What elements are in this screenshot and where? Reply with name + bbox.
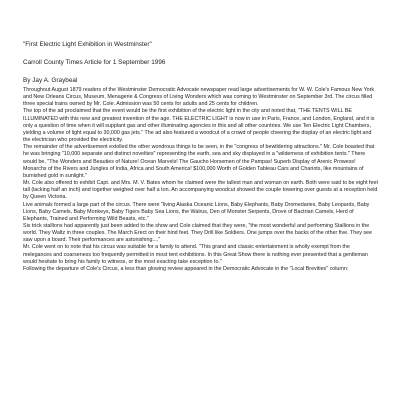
paragraph-family-entertainment: Mr. Cole went on to note that his circus was suitable for a family to attend. "This grand and classic entertainment is wholly exempt from the melegances and coarseness too frequently permitted in most tent exhibitions. In this Great Show there is nothing ever presented that a gentleman would hesitate to bring his family to witness, or the most exacting take exception to." — [23, 244, 368, 265]
paragraph-bates-couple: Mr. Cole also offered to exhibit Capt. and Mrs. M. V. Bates whom he claimed were the tallest man and woman on earth. Both were said to be eight feet tall (lacking half an inch) and together weighed over half a ton. An accompanying woodcut showed the couple towering over guests at a reception held by Queen Victoria. — [23, 180, 378, 201]
article-byline: By Jay A. Graybeal — [23, 77, 78, 84]
paragraph-electric-light: The top of the ad proclaimed that the event would be the first exhibition of the electric light in the city and noted that, "THE TENTS WILL BE ILLUMINATED with this new and greatest invention of the age. THE ELECTRIC LIGHT is now in use in Paris, France, and London, England, and it is only a question of time when it will supplant gas and other illuminating agencies in this and all other countries. We use Ten Electric Light Chambers, yielding a volume of light equal to 30,000 gas jets." The ad also featured a woodcut of a crowd of people cheering the display of an electric light and the electrician who provided the electricity. — [23, 108, 375, 144]
article-title: "First Electric Light Exhibition in Westminster" — [23, 41, 152, 48]
article-source: Carroll County Times Article for 1 September 1996 — [23, 59, 166, 66]
paragraph-live-animals: Live animals formed a large part of the circus. There were "living Alaska Oceanic Lions, Baby Elephants, Baby Dromedaries, Baby Leopards, Baby Lions, Baby Camels, Baby Monkeys, Baby Tigers Baby Sea Lions, the Walrus, Den of Monster Serpents, Drove of Bactrian Camels, Herd of Elephants, Trained and Performing Wild Beasts, etc." — [23, 201, 370, 222]
paragraph-review-intro: Following the departure of Cole's Circus, a less than glowing review appeared in the Democratic Advocate in the "Local Brevities" column: — [23, 265, 349, 272]
article-body — [23, 87, 379, 400]
paragraph-trick-stallions: Six trick stallions had apparently just been added to the show and Cole claimed that they were, "the most wonderful and performing Stallions in the world. They Waltz in three couples. The March Erect on their hind feet. They Drill like Soldiers. One jumps over the backs of the other five. They see saw upon a board. Their performances are astonishing...." — [23, 222, 372, 244]
paragraph-attractions: The remainder of the advertisement extolled the other wondrous things to be seen, in the "congress of bewildering attractions." Mr. Cole boasted that he was bringing "10,000 separate and distinct novelties" representing the earth, sea and sky displayed in a "wilderness of exhibition tents." There would be, "The Wonders and Beauties of Nature! Ocean Marvels! The Gaucho Horsemen of the Pampas! Superb Display of Arenic Prowess! Monarchs of the Rivers and Jungles of India, Africa and South America! $100,000 Worth of Golden Tableau Cars and Chariots, like mountains of burnished gold in sunlight." — [23, 144, 375, 179]
paragraph-circus-advertisement: Throughout August 1879 readers of the Westminster Democratic Advocate newspaper read large advertisements for W. W. Cole's Famous New York and New Orleans Circus, Museum, Menagerie & Congress of Living Wonders which was coming to Westminster on September 3rd. The circus filled three special trains owned by Mr. Cole. Admission was 50 cents for adults and 25 cents for children. — [23, 87, 375, 108]
